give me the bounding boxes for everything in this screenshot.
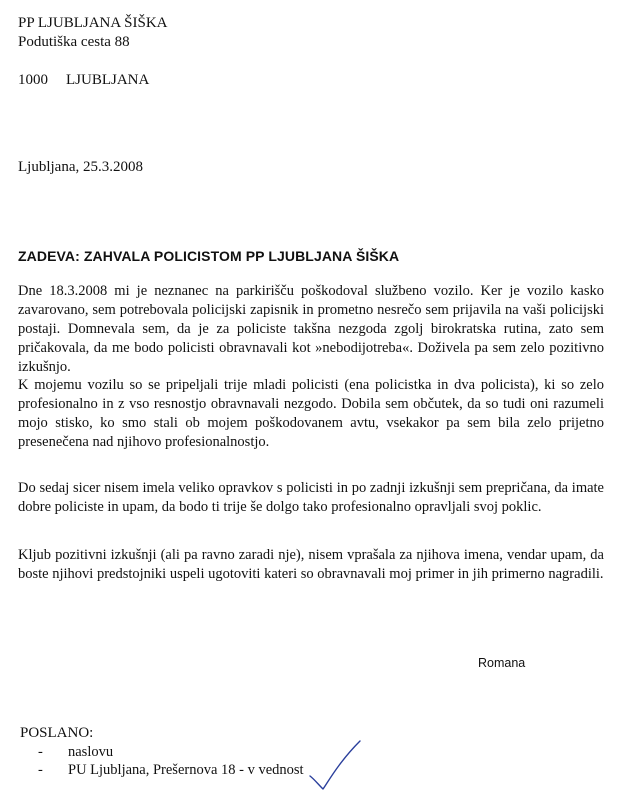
body-paragraph-1: Dne 18.3.2008 mi je neznanec na parkirišču poškodoval službeno vozilo. Ker je vozilo kasko zavarovano, sem potrebovala policijski zapisnik in prometno nesrečo sem prijavila na vaši policijski postaji. Domnevala sem, da je za policiste takšna nezgoda zgolj birokratska rutina, zato sem pričakovala, da me bodo policisti obravnavali kot »nebodijotreba«. Doživela pa sem zelo pozitivno izkušnjo. [18, 283, 604, 375]
sent-to-list [38, 743, 304, 779]
sender-postal-code: 1000 [18, 72, 48, 88]
sent-to-heading: POSLANO: [20, 725, 94, 741]
body-paragraph-3: Do sedaj sicer nisem imela veliko opravkov s policisti in po zadnji izkušnji sem prepričana, da imate dobre policiste in upam, da bodo ti trije še dolgo tako profesionalno opravljali svoj poklic. [18, 480, 604, 515]
sender-street: Podutiška cesta 88 [18, 34, 130, 50]
letter-date: Ljubljana, 25.3.2008 [18, 159, 143, 175]
list-dash: - [38, 762, 43, 778]
sender-city: LJUBLJANA [66, 72, 150, 88]
handwritten-check-mark-icon [308, 738, 362, 792]
sent-to-item [38, 761, 304, 779]
body-paragraph-4: Kljub pozitivni izkušnji (ali pa ravno zaradi nje), nisem vprašala za njihova imena, vendar upam, da boste njihovi predstojniki uspeli ugotoviti kateri so obravnavali moj primer in jih primerno nagradili. [18, 547, 604, 582]
sent-to-item-text: naslovu [68, 744, 114, 760]
sent-to-item-text: PU Ljubljana, Prešernova 18 - v vednost [68, 762, 304, 778]
sender-name: PP LJUBLJANA ŠIŠKA [18, 15, 168, 31]
sent-to-item [38, 743, 304, 761]
sender-postal-line [18, 71, 149, 90]
body-paragraph-2: K mojemu vozilu so se pripeljali trije mladi policisti (ena policistka in dva policista), ki so zelo profesionalno in z vso resnostjo obravnavali nezgodo. Dobila sem občutek, da so tudi oni razumeli mojo stisko, ko smo stali ob mojem poškodovanem avtu, vsekakor pa sem bila zelo prijetno presenečena nad njihovo profesionalnostjo. [18, 377, 604, 450]
list-dash: - [38, 744, 43, 760]
letter-subject: ZADEVA: ZAHVALA POLICISTOM PP LJUBLJANA ŠIŠKA [18, 248, 400, 264]
signature: Romana [478, 656, 526, 670]
